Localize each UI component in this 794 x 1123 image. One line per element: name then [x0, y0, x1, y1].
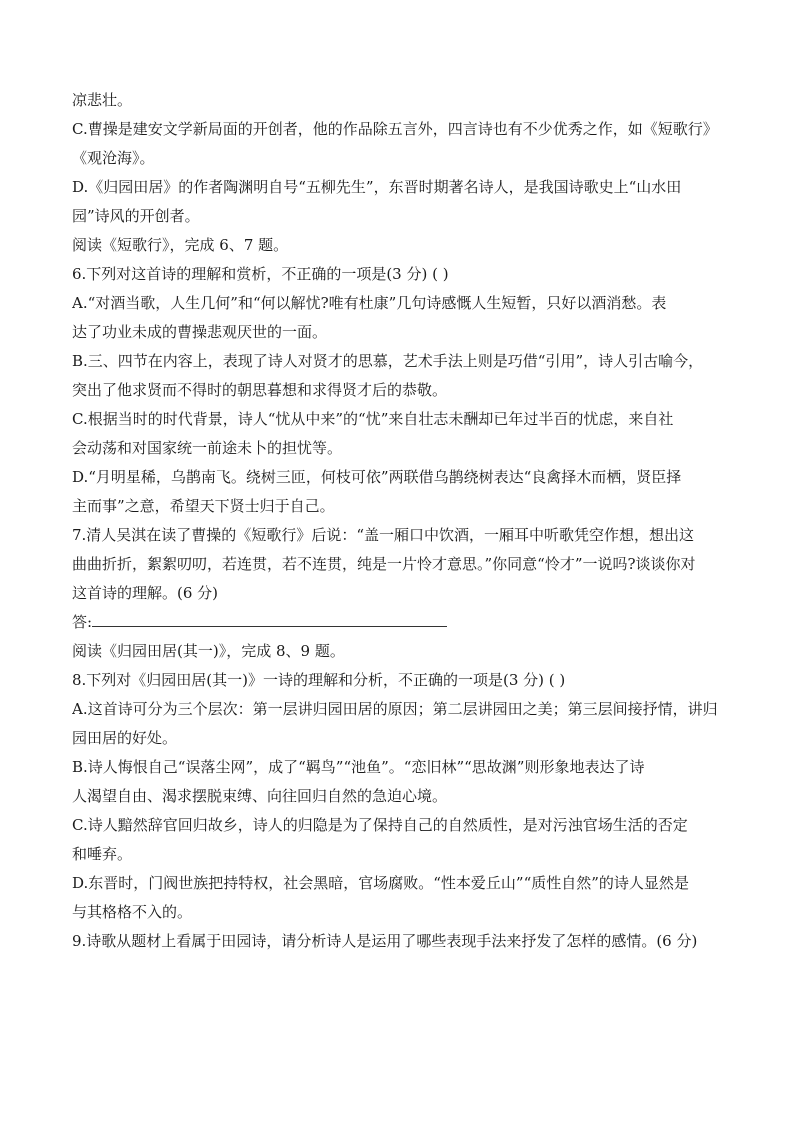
text-line: D.东晋时，门阀世族把持特权，社会黑暗，官场腐败。“性本爱丘山”“质性自然”的诗人显然是	[72, 874, 689, 892]
text-line: B.三、四节在内容上，表现了诗人对贤才的思慕，艺术手法上则是巧借“引用”，诗人引古喻今，	[72, 352, 704, 370]
text-line: 达了功业未成的曹操悲观厌世的一面。	[72, 323, 328, 341]
text-line: D.“月明星稀，乌鹊南飞。绕树三匝，何枝可依”两联借乌鹊绕树表达“良禽择木而栖，贤臣择	[72, 468, 682, 486]
text-line: C.曹操是建安文学新局面的开创者，他的作品除五言外，四言诗也有不少优秀之作，如《短歌行》	[72, 120, 718, 138]
text-line: 人渴望自由、渴求摆脱束缚、向往回归自然的急迫心境。	[72, 787, 448, 805]
text-line: 会动荡和对国家统一前途未卜的担忧等。	[72, 439, 343, 457]
text-line: A.这首诗可分为三个层次：第一层讲归园田居的原因；第二层讲园田之美；第三层间接抒情，讲归	[72, 700, 718, 718]
document-page	[72, 86, 752, 956]
text-line: 凉悲壮。	[72, 91, 133, 109]
answer-row	[72, 608, 752, 637]
question-7: 7.清人吴淇在读了曹操的《短歌行》后说：“盖一厢口中饮酒，一厢耳中听歌凭空作想，想出这	[72, 526, 694, 544]
text-line: C.诗人黯然辞官回归故乡，诗人的归隐是为了保持自己的自然质性，是对污浊官场生活的否定	[72, 816, 688, 834]
question-6: 6.下列对这首诗的理解和赏析，不正确的一项是(3 分) ( )	[72, 265, 449, 283]
text-line: 《观沧海》。	[72, 149, 155, 167]
text-line: B.诗人悔恨自己“误落尘网”，成了“羁鸟”“池鱼”。“恋旧林”“思故渊”则形象地表达了诗	[72, 758, 645, 776]
text-line: 园田居的好处。	[72, 729, 178, 747]
text-line: 园”诗风的开创者。	[72, 207, 200, 225]
answer-label: 答:	[72, 613, 93, 631]
text-line: 与其格格不入的。	[72, 903, 193, 921]
text-line: D.《归园田居》的作者陶渊明自号“五柳先生”，东晋时期著名诗人，是我国诗歌史上“山水田	[72, 178, 682, 196]
question-8: 8.下列对《归园田居(其一)》一诗的理解和分析，不正确的一项是(3 分) ( )	[72, 671, 566, 689]
text-line: C.根据当时的时代背景，诗人“忧从中来”的“忧”来自壮志未酬却已年过半百的忧虑，来自社	[72, 410, 674, 428]
text-line: 阅读《归园田居(其一)》，完成 8、9 题。	[72, 642, 345, 660]
text-line: 曲曲折折，絮絮叨叨，若连贯，若不连贯，纯是一片怜才意思。”你同意“怜才”一说吗?谈谈你对	[72, 555, 696, 573]
question-9: 9.诗歌从题材上看属于田园诗，请分析诗人是运用了哪些表现手法来抒发了怎样的感情。(6 分)	[72, 932, 698, 950]
text-line: 阅读《短歌行》，完成 6、7 题。	[72, 236, 289, 254]
answer-blank[interactable]	[92, 608, 447, 627]
text-line: 这首诗的理解。(6 分)	[72, 584, 219, 602]
text-line: A.“对酒当歌，人生几何”和“何以解忧?唯有杜康”几句诗感慨人生短暂，只好以酒消愁。表	[72, 294, 667, 312]
text-line: 和唾弃。	[72, 845, 133, 863]
text-line: 突出了他求贤而不得时的朝思暮想和求得贤才后的恭敬。	[72, 381, 448, 399]
text-line: 主而事”之意，希望天下贤士归于自己。	[72, 497, 335, 515]
